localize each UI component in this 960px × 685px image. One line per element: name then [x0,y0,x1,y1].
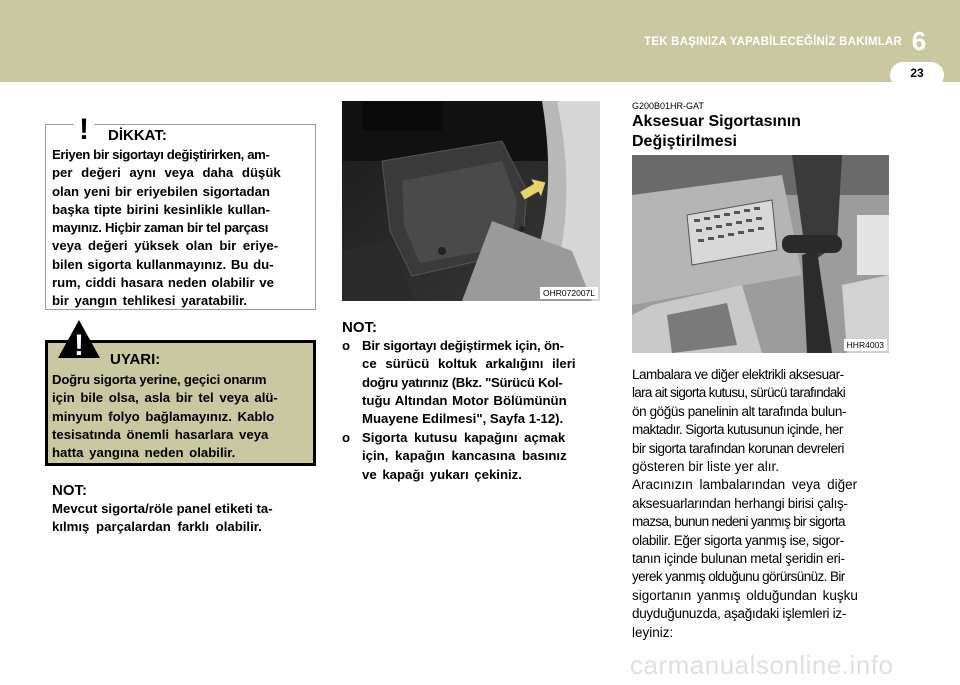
body-line: ön göğüs panelinin alt tarafında bulun- [632,403,847,419]
fuse-box-photo-illustration [342,101,600,301]
body-line: yerek yanmış olduğunu görürsünüz. Bir [632,569,845,585]
svg-text:!: ! [79,113,89,144]
fuse-box-photo [342,101,600,301]
caution-line: mayınız. Hiçbir zaman bir tel parçası [52,220,269,236]
caution-line: rum, ciddi hasara neden olabilir ve [52,275,274,291]
middle-note-item [342,429,604,484]
warning-line: minyum folyo bağlamayınız. Kablo [52,408,275,424]
caution-line: bilen sigorta kullanmayınız. Bu du- [52,256,274,272]
section-body-text [632,366,894,642]
caution-warning-icon [62,104,106,144]
left-note-line: kılmış parçalardan farklı olabilir. [52,519,262,535]
caution-line: olan yeni bir eriyebilen sigortadan [52,183,270,199]
warning-line: tesisatında önemli hasarlara veya [52,426,269,442]
header-section-title: TEK BAŞINIZA YAPABİLECEĞİNİZ BAKIMLAR [644,36,902,48]
body-line: duyduğunuzda, aşağıdaki işlemleri iz- [632,606,847,622]
accessory-fuse-photo-illustration [632,155,889,353]
body-line: sigortanın yanmış olduğundan kuşku [632,587,858,603]
caution-line: Eriyen bir sigortayı değiştirirken, am- [52,147,270,162]
middle-note-line: ce sürücü koltuk arkalığını ileri [362,356,576,372]
body-line: tanın içinde bulunan metal şeridin eri- [632,551,845,567]
warning-heading: UYARI: [110,351,161,368]
middle-note-line: ve kapağı yukarı çekiniz. [362,466,522,482]
middle-note-line: için, kapağın kancasına basınız [362,448,567,464]
middle-note-line: doğru yatırınız (Bkz. "Sürücü Kol- [362,374,563,390]
section-title-line: Aksesuar Sigortasının [632,113,801,130]
section-title [632,112,801,152]
left-note-heading: NOT: [52,482,87,499]
warning-text [52,371,310,462]
middle-note-line: Sigorta kutusu kapağını açmak [362,430,566,445]
body-line: Aracınızın lambalarından veya diğer [632,477,858,493]
middle-note-heading: NOT: [342,319,377,336]
left-note-text [52,500,314,537]
warning-line: hatta yangına neden olabilir. [52,445,236,461]
fuse-box-photo-caption: OHR072007L [540,287,598,299]
page-number: 23 [910,66,924,80]
body-line: leyiniz: [632,624,674,640]
body-line: mazsa, bunun nedeni yanmış bir sigorta [632,514,845,530]
caution-text [52,146,310,311]
caution-heading: DİKKAT: [108,127,167,144]
warning-triangle-icon [56,318,102,360]
warning-line: için bile olsa, asla bir tel veya alü- [52,390,278,406]
caution-line: veya değeri yüksek olan bir eriye- [52,238,279,254]
middle-note-line: Bir sigortayı değiştirmek için, ön- [362,338,564,353]
section-code: G200B01HR-GAT [632,101,704,111]
body-line: lara ait sigorta kutusu, sürücü tarafındaki [632,385,846,401]
body-line: gösteren bir liste yer alır. [632,459,780,475]
list-bullet: o [342,338,351,353]
body-line: maktadır. Sigorta kutusunun içinde, her [632,422,843,438]
left-note-line: Mevcut sigorta/röle panel etiketi ta- [52,501,273,516]
list-bullet: o [342,430,351,445]
body-line: aksesuarlarından herhangi birisi çalış- [632,495,848,511]
svg-text:!: ! [74,329,84,360]
caution-line: başka tipte birini kesinlikle kullan- [52,201,271,217]
middle-note-line: tuğu Altından Motor Bölümünün [362,392,567,408]
accessory-fuse-photo-caption: HHR4003 [844,339,887,351]
section-title-line: Değiştirilmesi [632,133,737,150]
watermark: carmanualsonline.info [630,650,894,680]
middle-note-line: Muayene Edilmesi", Sayfa 1-12). [362,411,564,427]
caution-line: bir yangın tehlikesi yaratabilir. [52,293,248,309]
warning-line: Doğru sigorta yerine, geçici onarım [52,372,267,387]
middle-note-item [342,337,604,428]
caution-line: per değeri aynı veya daha düşük [52,165,281,181]
body-line: Lambalara ve diğer elektrikli aksesuar- [632,367,844,382]
body-line: bir sigorta tarafından korunan devreleri [632,440,844,456]
accessory-fuse-photo [632,155,889,353]
chapter-number: 6 [911,26,927,56]
body-line: olabilir. Eğer sigorta yanmış ise, sigor- [632,532,844,548]
